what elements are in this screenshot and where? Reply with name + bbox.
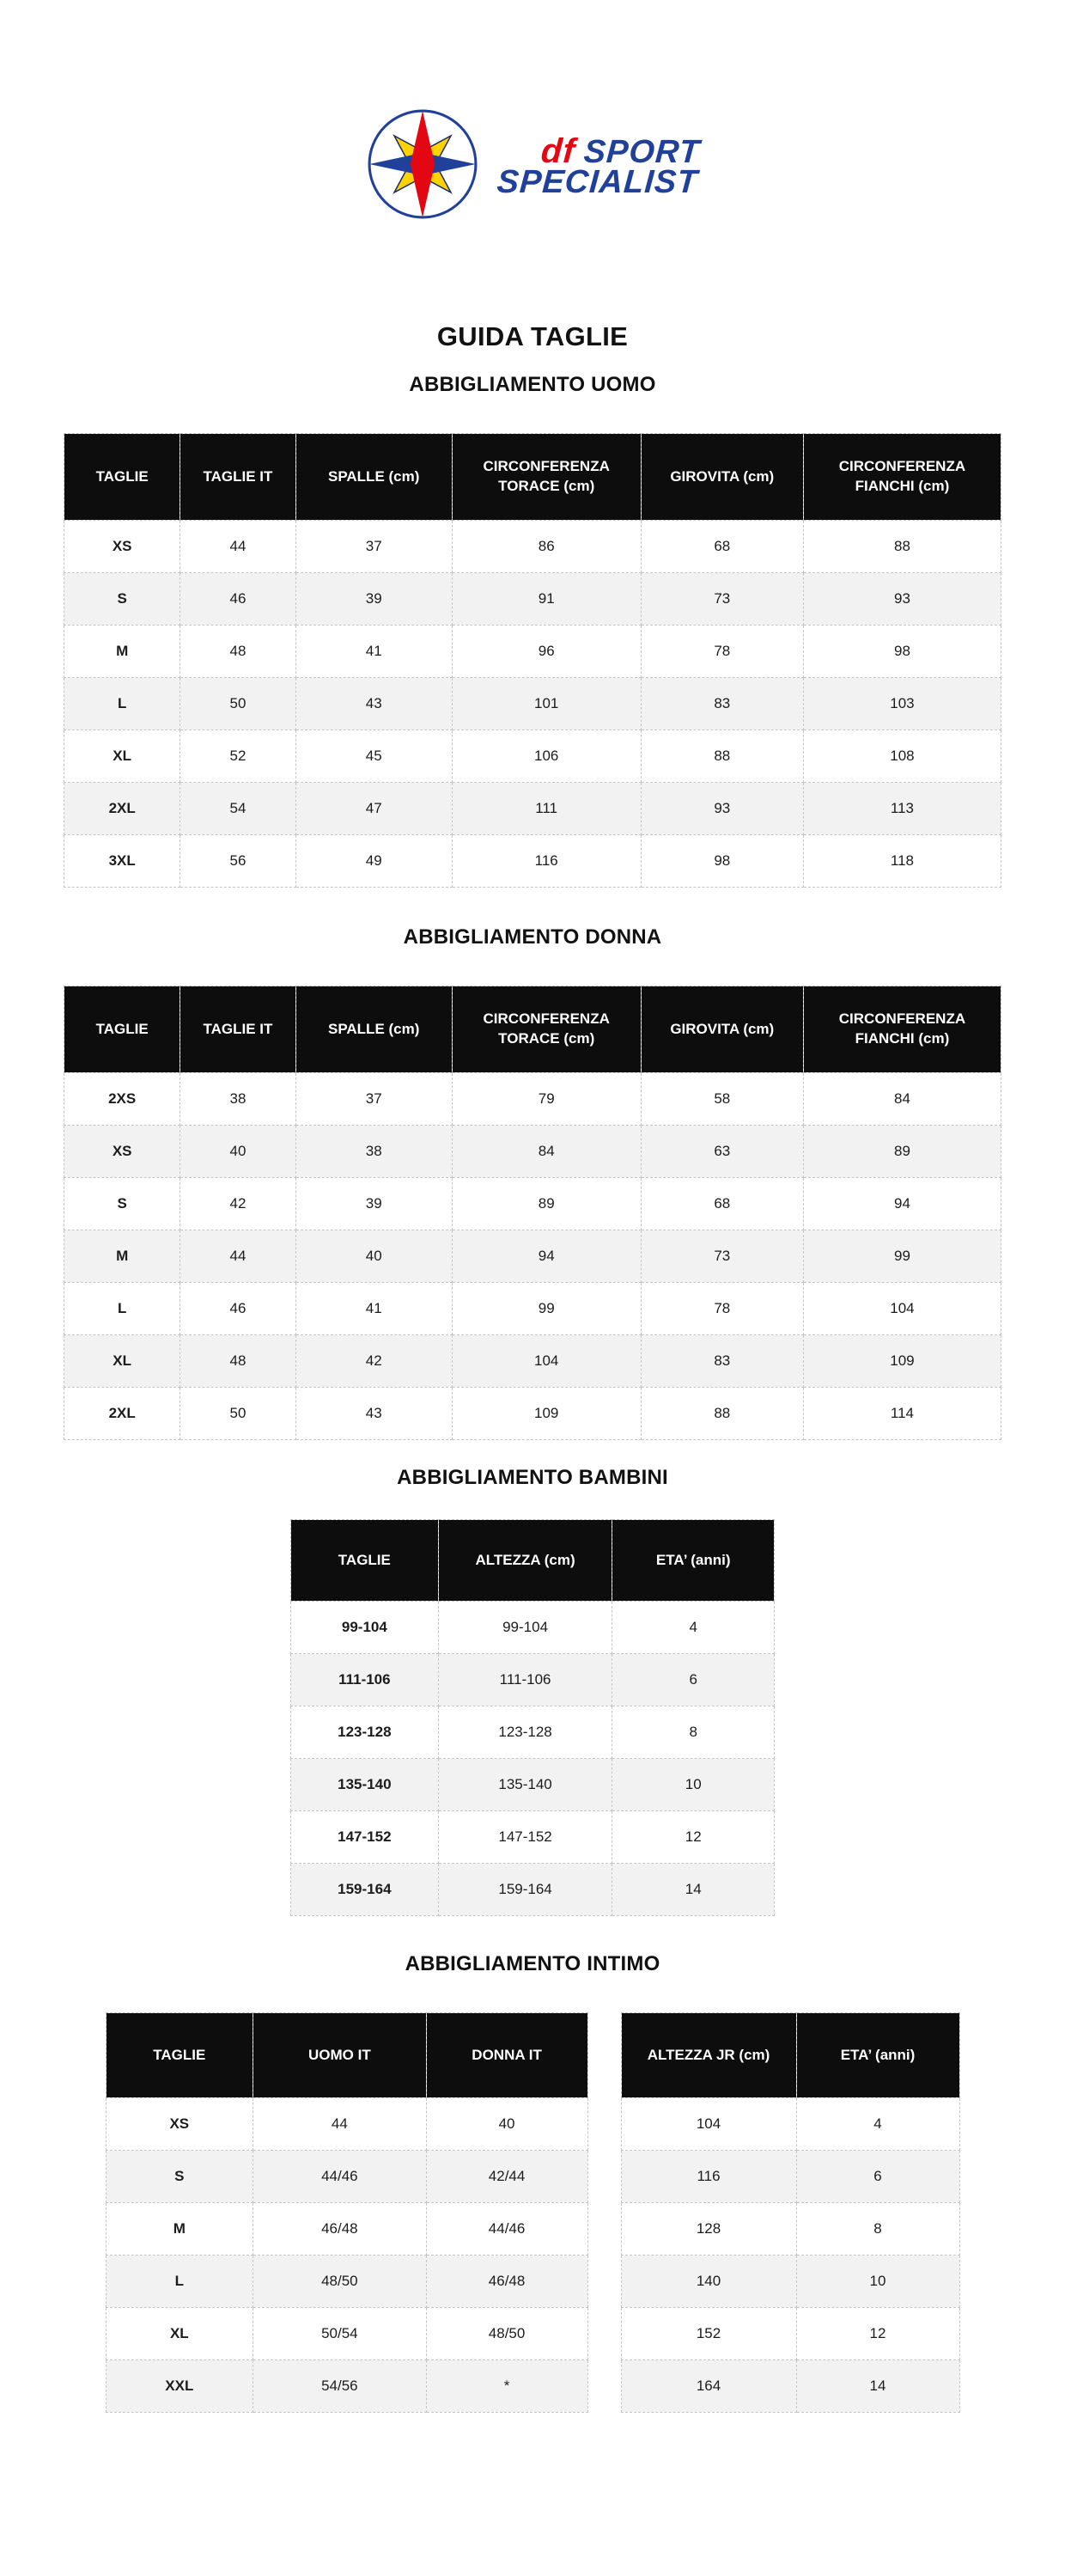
size-cell: 111-106 (291, 1654, 439, 1706)
size-cell: 2XL (64, 1388, 180, 1440)
size-cell: L (64, 678, 180, 730)
size-cell: XL (64, 730, 180, 783)
table-header-cell: UOMO IT (253, 2013, 427, 2098)
value-cell: 111 (452, 783, 641, 835)
size-cell: M (64, 1230, 180, 1283)
value-cell: 111-106 (438, 1654, 612, 1706)
size-cell: XS (64, 1126, 180, 1178)
table-row (291, 1811, 775, 1864)
value-cell: 99 (452, 1283, 641, 1335)
table-header-cell: SPALLE (cm) (295, 434, 452, 521)
table-row (64, 573, 1001, 626)
table-row (64, 1126, 1001, 1178)
compass-rose-icon (366, 107, 479, 225)
size-table-bambini (290, 1519, 775, 1916)
table-row (64, 1283, 1001, 1335)
table-header-row (621, 2013, 959, 2098)
value-cell: 88 (641, 1388, 803, 1440)
value-cell: 63 (641, 1126, 803, 1178)
size-cell: 128 (621, 2203, 796, 2256)
size-cell: S (64, 573, 180, 626)
table-header-cell: CIRCONFERENZA FIANCHI (cm) (803, 986, 1001, 1073)
table-row (64, 783, 1001, 835)
table-header-cell: CIRCONFERENZA TORACE (cm) (452, 434, 641, 521)
value-cell: 48/50 (253, 2256, 427, 2308)
value-cell: 109 (803, 1335, 1001, 1388)
value-cell: 12 (612, 1811, 775, 1864)
value-cell: 123-128 (438, 1706, 612, 1759)
size-cell: M (64, 626, 180, 678)
table-row (106, 2308, 587, 2360)
value-cell: 116 (452, 835, 641, 888)
value-cell: 93 (641, 783, 803, 835)
table-header-cell: TAGLIE IT (180, 434, 295, 521)
value-cell: 56 (180, 835, 295, 888)
value-cell: 14 (796, 2360, 959, 2413)
table-header-cell: TAGLIE (64, 434, 180, 521)
value-cell: 42 (180, 1178, 295, 1230)
value-cell: 44 (180, 1230, 295, 1283)
value-cell: 73 (641, 573, 803, 626)
section-heading-bambini: ABBIGLIAMENTO BAMBINI (397, 1466, 668, 1489)
value-cell: 83 (641, 1335, 803, 1388)
section-heading-uomo: ABBIGLIAMENTO UOMO (409, 373, 656, 396)
bottom-whitespace (0, 2413, 1065, 2576)
table-header-cell: ALTEZZA JR (cm) (621, 2013, 796, 2098)
value-cell: 48 (180, 626, 295, 678)
brand-word-specialist: SPECIALIST (496, 163, 700, 200)
value-cell: 46/48 (426, 2256, 587, 2308)
table-header-cell: TAGLIE (291, 1520, 439, 1602)
value-cell: 73 (641, 1230, 803, 1283)
size-table-uomo (64, 433, 1001, 888)
value-cell: 68 (641, 521, 803, 573)
table-header-cell: GIROVITA (cm) (641, 986, 803, 1073)
value-cell: 46/48 (253, 2203, 427, 2256)
brand-logo (0, 0, 1065, 225)
value-cell: 44 (253, 2098, 427, 2151)
value-cell: 41 (295, 626, 452, 678)
value-cell: 103 (803, 678, 1001, 730)
value-cell: 78 (641, 626, 803, 678)
size-cell: 99-104 (291, 1602, 439, 1654)
value-cell: 91 (452, 573, 641, 626)
value-cell: 44 (180, 521, 295, 573)
table-header-cell: GIROVITA (cm) (641, 434, 803, 521)
table-row (64, 521, 1001, 573)
size-cell: 2XS (64, 1073, 180, 1126)
size-cell: 3XL (64, 835, 180, 888)
size-cell: 116 (621, 2151, 796, 2203)
size-cell: 152 (621, 2308, 796, 2360)
value-cell: 54 (180, 783, 295, 835)
value-cell: 4 (796, 2098, 959, 2151)
value-cell: 79 (452, 1073, 641, 1126)
table-row (291, 1654, 775, 1706)
value-cell: 8 (612, 1706, 775, 1759)
value-cell: 109 (452, 1388, 641, 1440)
value-cell: 44/46 (426, 2203, 587, 2256)
value-cell: 118 (803, 835, 1001, 888)
table-row (621, 2203, 959, 2256)
table-row (64, 678, 1001, 730)
table-row (64, 1073, 1001, 1126)
table-header-cell: ETA’ (anni) (612, 1520, 775, 1602)
value-cell: 8 (796, 2203, 959, 2256)
table-row (106, 2256, 587, 2308)
value-cell: 99 (803, 1230, 1001, 1283)
value-cell: 40 (180, 1126, 295, 1178)
value-cell: 68 (641, 1178, 803, 1230)
value-cell: 40 (295, 1230, 452, 1283)
table-row (621, 2256, 959, 2308)
value-cell: 98 (641, 835, 803, 888)
value-cell: 106 (452, 730, 641, 783)
value-cell: 46 (180, 573, 295, 626)
table-header-row (106, 2013, 587, 2098)
value-cell: 98 (803, 626, 1001, 678)
value-cell: 104 (452, 1335, 641, 1388)
size-cell: 2XL (64, 783, 180, 835)
value-cell: 43 (295, 678, 452, 730)
value-cell: 41 (295, 1283, 452, 1335)
size-cell: 135-140 (291, 1759, 439, 1811)
value-cell: 84 (803, 1073, 1001, 1126)
table-row (621, 2308, 959, 2360)
table-header-cell: SPALLE (cm) (295, 986, 452, 1073)
table-header-cell: CIRCONFERENZA FIANCHI (cm) (803, 434, 1001, 521)
table-row (106, 2203, 587, 2256)
value-cell: 58 (641, 1073, 803, 1126)
value-cell: 39 (295, 573, 452, 626)
table-header-cell: TAGLIE (106, 2013, 253, 2098)
value-cell: 83 (641, 678, 803, 730)
value-cell: 50 (180, 1388, 295, 1440)
size-cell: 164 (621, 2360, 796, 2413)
table-row (291, 1706, 775, 1759)
value-cell: 104 (803, 1283, 1001, 1335)
table-row (64, 1335, 1001, 1388)
table-header-cell: DONNA IT (426, 2013, 587, 2098)
table-row (106, 2151, 587, 2203)
size-cell: 159-164 (291, 1864, 439, 1916)
size-cell: XL (106, 2308, 253, 2360)
size-cell: 104 (621, 2098, 796, 2151)
table-header-cell: ETA’ (anni) (796, 2013, 959, 2098)
table-header-cell: TAGLIE (64, 986, 180, 1073)
table-row (64, 835, 1001, 888)
size-cell: XS (64, 521, 180, 573)
size-cell: XS (106, 2098, 253, 2151)
value-cell: 94 (452, 1230, 641, 1283)
value-cell: 89 (452, 1178, 641, 1230)
value-cell: 147-152 (438, 1811, 612, 1864)
value-cell: 39 (295, 1178, 452, 1230)
value-cell: 45 (295, 730, 452, 783)
value-cell: 37 (295, 521, 452, 573)
value-cell: 78 (641, 1283, 803, 1335)
value-cell: 43 (295, 1388, 452, 1440)
value-cell: 10 (612, 1759, 775, 1811)
value-cell: 6 (796, 2151, 959, 2203)
value-cell: 50 (180, 678, 295, 730)
table-row (291, 1759, 775, 1811)
table-row (291, 1602, 775, 1654)
table-row (64, 626, 1001, 678)
value-cell: 88 (641, 730, 803, 783)
value-cell: 42/44 (426, 2151, 587, 2203)
value-cell: 114 (803, 1388, 1001, 1440)
value-cell: * (426, 2360, 587, 2413)
table-row (106, 2360, 587, 2413)
value-cell: 49 (295, 835, 452, 888)
brand-text (496, 131, 702, 200)
value-cell: 38 (180, 1073, 295, 1126)
value-cell: 6 (612, 1654, 775, 1706)
value-cell: 47 (295, 783, 452, 835)
value-cell: 10 (796, 2256, 959, 2308)
section-heading-intimo: ABBIGLIAMENTO INTIMO (405, 1952, 660, 1975)
size-table-intimo-adulti (106, 2012, 588, 2413)
size-cell: S (106, 2151, 253, 2203)
table-row (621, 2151, 959, 2203)
value-cell: 88 (803, 521, 1001, 573)
size-cell: L (64, 1283, 180, 1335)
size-cell: S (64, 1178, 180, 1230)
brand-line-1 (498, 131, 702, 170)
value-cell: 48/50 (426, 2308, 587, 2360)
table-row (621, 2098, 959, 2151)
value-cell: 50/54 (253, 2308, 427, 2360)
value-cell: 159-164 (438, 1864, 612, 1916)
size-table-donna (64, 986, 1001, 1440)
value-cell: 101 (452, 678, 641, 730)
value-cell: 108 (803, 730, 1001, 783)
brand-word-sport: SPORT (582, 133, 702, 170)
value-cell: 135-140 (438, 1759, 612, 1811)
value-cell: 14 (612, 1864, 775, 1916)
brand-prefix: df (539, 131, 577, 170)
value-cell: 96 (452, 626, 641, 678)
size-cell: 140 (621, 2256, 796, 2308)
value-cell: 42 (295, 1335, 452, 1388)
value-cell: 38 (295, 1126, 452, 1178)
table-row (64, 1178, 1001, 1230)
table-header-cell: ALTEZZA (cm) (438, 1520, 612, 1602)
value-cell: 54/56 (253, 2360, 427, 2413)
size-cell: 123-128 (291, 1706, 439, 1759)
value-cell: 94 (803, 1178, 1001, 1230)
value-cell: 40 (426, 2098, 587, 2151)
value-cell: 113 (803, 783, 1001, 835)
value-cell: 52 (180, 730, 295, 783)
intimo-tables-row (0, 2012, 1065, 2413)
size-cell: M (106, 2203, 253, 2256)
value-cell: 4 (612, 1602, 775, 1654)
table-row (291, 1864, 775, 1916)
section-heading-donna: ABBIGLIAMENTO DONNA (403, 925, 662, 949)
table-header-cell: TAGLIE IT (180, 986, 295, 1073)
table-row (621, 2360, 959, 2413)
table-header-cell: CIRCONFERENZA TORACE (cm) (452, 986, 641, 1073)
table-header-row (291, 1520, 775, 1602)
value-cell: 99-104 (438, 1602, 612, 1654)
table-header-row (64, 986, 1001, 1073)
table-row (64, 730, 1001, 783)
size-table-intimo-junior (621, 2012, 960, 2413)
size-cell: XXL (106, 2360, 253, 2413)
value-cell: 12 (796, 2308, 959, 2360)
table-header-row (64, 434, 1001, 521)
value-cell: 46 (180, 1283, 295, 1335)
page-title: GUIDA TAGLIE (436, 321, 629, 351)
size-cell: XL (64, 1335, 180, 1388)
table-row (64, 1230, 1001, 1283)
value-cell: 89 (803, 1126, 1001, 1178)
size-cell: 147-152 (291, 1811, 439, 1864)
value-cell: 48 (180, 1335, 295, 1388)
table-row (64, 1388, 1001, 1440)
table-row (106, 2098, 587, 2151)
value-cell: 84 (452, 1126, 641, 1178)
size-cell: L (106, 2256, 253, 2308)
value-cell: 93 (803, 573, 1001, 626)
value-cell: 37 (295, 1073, 452, 1126)
value-cell: 44/46 (253, 2151, 427, 2203)
value-cell: 86 (452, 521, 641, 573)
